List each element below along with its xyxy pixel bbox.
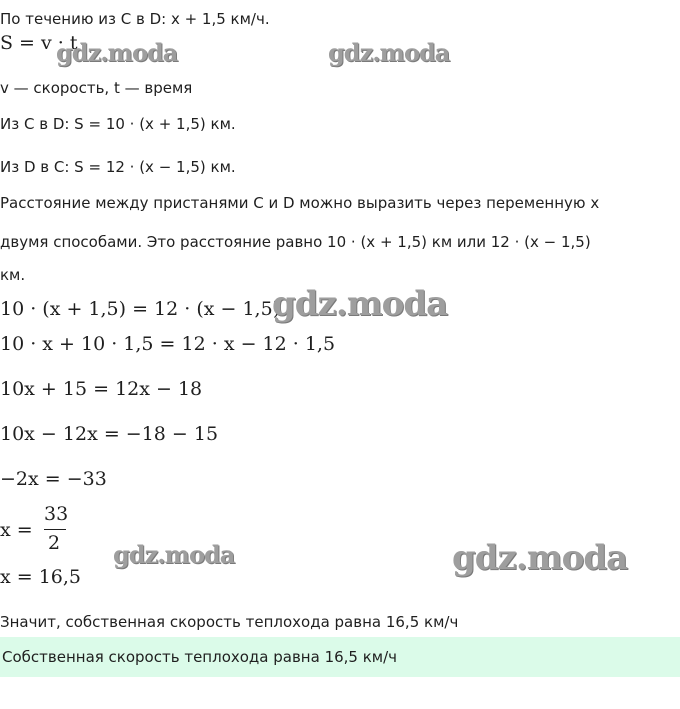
watermark: gdz.moda: [272, 284, 448, 324]
variable-definitions: v — скорость, t — время: [0, 79, 193, 97]
answer-box: [0, 637, 680, 677]
formula-distance: S = v · t: [0, 32, 78, 54]
fraction-numerator: 33: [44, 503, 69, 525]
answer-text: Собственная скорость теплохода равна 16,5 км/ч: [2, 648, 398, 666]
explanation-line-1: Расстояние между пристанями C и D можно выразить через переменную x: [0, 194, 600, 212]
equation-step-4: 10x − 12x = −18 − 15: [0, 423, 219, 445]
fraction-denominator: 2: [48, 532, 61, 554]
explanation-line-3: км.: [0, 266, 26, 284]
equation-step-5: −2x = −33: [0, 468, 107, 490]
fraction-bar: [44, 529, 66, 530]
equation-step-3: 10x + 15 = 12x − 18: [0, 378, 203, 400]
equation-step-1: 10 · (x + 1,5) = 12 · (x − 1,5): [0, 298, 281, 320]
equation-fraction: [0, 500, 70, 560]
equation-step-2: 10 · x + 10 · 1,5 = 12 · x − 12 · 1,5: [0, 333, 336, 355]
watermark: gdz.moda: [452, 538, 628, 578]
distance-c-to-d: Из C в D: S = 10 · (x + 1,5) км.: [0, 115, 236, 133]
fraction-lhs: x =: [0, 519, 33, 541]
explanation-line-2: двумя способами. Это расстояние равно 10 · (x + 1,5) км или 12 · (x − 1,5): [0, 233, 591, 251]
conclusion-line: Значит, собственная скорость теплохода равна 16,5 км/ч: [0, 613, 459, 631]
distance-d-to-c: Из D в C: S = 12 · (x − 1,5) км.: [0, 158, 236, 176]
watermark: gdz.moda: [56, 38, 178, 67]
watermark: gdz.moda: [328, 38, 450, 67]
equation-result: x = 16,5: [0, 566, 82, 588]
solution-line-1: По течению из C в D: x + 1,5 км/ч.: [0, 10, 270, 28]
watermark: gdz.moda: [113, 540, 235, 569]
